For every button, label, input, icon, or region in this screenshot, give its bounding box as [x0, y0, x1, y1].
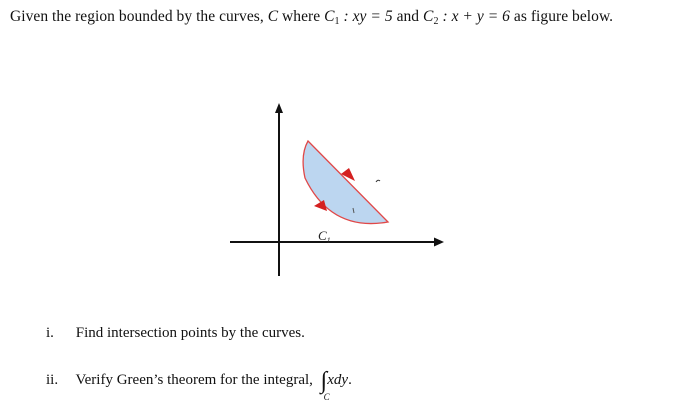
region-label: $C_1$ [318, 228, 331, 245]
question-1-text: Find intersection points by the curves. [75, 325, 305, 341]
integral-subscript: C [323, 392, 330, 402]
stray-mark-top [376, 180, 380, 182]
question-2-text: Verify Green’s theorem for the integral, [75, 372, 313, 388]
curve-c2-equation: : x + y = 6 [442, 8, 510, 25]
question-1 [46, 325, 305, 342]
curve-c1-name: C [324, 8, 335, 25]
shaded-region [303, 141, 388, 224]
question-1-number: i. [46, 325, 54, 341]
curve-c2-name: C [423, 8, 434, 25]
x-axis-arrow [434, 238, 444, 247]
question-2-number: ii. [46, 372, 59, 388]
question-2 [46, 368, 352, 402]
curve-c2-sub: 2 [433, 16, 439, 27]
prompt-and: and [396, 8, 420, 25]
line-integral [320, 368, 330, 402]
question-2-end: . [348, 372, 352, 388]
integrand: xdy [327, 372, 349, 388]
integral-sign: ∫ [320, 368, 328, 394]
curve-symbol: C [267, 8, 279, 25]
curve-c1-equation: : xy = 5 [343, 8, 393, 25]
y-axis-arrow [275, 103, 283, 113]
curve-c1-sub: 1 [334, 16, 340, 27]
prompt-lead: Given the region bounded by the curves, [10, 8, 264, 25]
prompt-where: where [282, 8, 321, 25]
prompt-tail: as figure below. [513, 8, 614, 25]
